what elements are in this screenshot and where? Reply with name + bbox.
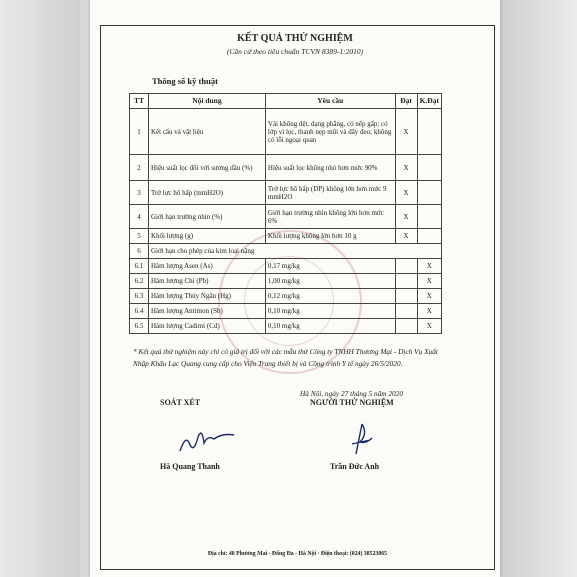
row-tt: 2 [130,155,149,181]
table-row [130,205,442,229]
table-row [130,181,442,205]
results-table [129,93,442,334]
row-tt: 6.1 [130,259,149,274]
row-noi-dung: Hàm lượng Chì (Pb) [148,274,265,289]
row-k-dat: X [417,319,441,334]
reviewer-title: SOÁT XÉT [160,398,201,407]
row-k-dat [417,109,441,155]
row-noi-dung: Khối lượng (g) [148,229,265,244]
row-yeu-cau: Vải không dệt, dạng phẳng, có nếp gấp; có lớp vi lọc, thanh nẹp mũi và dây đeo; không có lỗi ngoại quan [265,109,395,155]
signing-date: Hà Nội, ngày 27 tháng 5 năm 2020 [300,389,403,398]
row-noi-dung: Kết cấu và vật liệu [148,109,265,155]
row-dat: X [395,205,417,229]
row-tt: 6 [130,244,149,259]
row-dat [395,259,417,274]
row-noi-dung: Hiệu suất lọc đối với sương dầu (%) [148,155,265,181]
row-tt: 4 [130,205,149,229]
table-row [130,109,442,155]
tester-signature [348,420,378,456]
row-yeu-cau: 0,17 mg/kg [265,259,395,274]
background-right [487,0,577,577]
header-dat: Đạt [395,94,417,109]
row-noi-dung: Hàm lượng Thủy Ngân (Hg) [148,289,265,304]
row-tt: 6.2 [130,274,149,289]
row-tt: 6.3 [130,289,149,304]
row-yeu-cau: Hiệu suất lọc không nhỏ hơn mức 90% [265,155,395,181]
tester-title: NGƯỜI THỬ NGHIỆM [310,398,394,407]
reviewer-name: Hà Quang Thanh [160,462,220,471]
section-heading: Thông số kỹ thuật [152,76,218,86]
row-k-dat: X [417,259,441,274]
row-dat [395,289,417,304]
row-yeu-cau: 0,10 mg/kg [265,319,395,334]
row-dat: X [395,109,417,155]
reviewer-signature [178,425,238,455]
header-yeu-cau: Yêu cầu [265,94,395,109]
row-k-dat [417,181,441,205]
row-yeu-cau: 0,10 mg/kg [265,304,395,319]
row-k-dat: X [417,289,441,304]
row-noi-dung: Trở lực hô hấp (mmH2O) [148,181,265,205]
table-row [130,244,442,259]
document-subtitle: (Căn cứ theo tiêu chuẩn TCVN 8389-1:2010) [226,47,364,56]
row-dat: X [395,155,417,181]
row-tt: 3 [130,181,149,205]
row-k-dat [417,205,441,229]
row-dat [395,274,417,289]
table-row [130,304,442,319]
row-yeu-cau: 0,12 mg/kg [265,289,395,304]
row-k-dat [417,155,441,181]
row-k-dat: X [417,274,441,289]
row-noi-dung: Giới hạn trường nhìn (%) [148,205,265,229]
row-tt: 6.4 [130,304,149,319]
document-title: KẾT QUẢ THỬ NGHIỆM [237,33,353,44]
table-row [130,259,442,274]
table-row [130,289,442,304]
table-row [130,155,442,181]
row-dat [395,319,417,334]
row-k-dat: X [417,304,441,319]
disclaimer-note: * Kết quả thử nghiệm này chỉ có giá trị đối với các mẫu thử Công ty TNHH Thương Mại - Dịch Vụ Xuất Nhập Khẩu Lạc Quang cung cấp cho Viện Trang thiết bị và Công trình Y tế ngày 26/5/2020. [133,347,438,368]
row-yeu-cau: Trở lực hô hấp (DP) không lớn hơn mức 9 mmH2O [265,181,395,205]
row-noi-dung: Hàm lượng Antimon (Sb) [148,304,265,319]
table-row [130,274,442,289]
header-k-dat: K.Đạt [417,94,441,109]
table-header-row [130,94,442,109]
row-dat [395,304,417,319]
row-yeu-cau: 1,00 mg/kg [265,274,395,289]
footer-address: Địa chỉ: 40 Phương Mai - Đống Đa - Hà Nội · Điện thoại: (024) 38523065 [207,551,388,557]
tester-name: Trần Đức Anh [330,462,380,471]
row-tt: 6.5 [130,319,149,334]
row-noi-dung: Hàm lượng Cadimi (Cd) [148,319,265,334]
header-noi-dung: Nội dung [148,94,265,109]
row-yeu-cau: Khối lượng không lớn hơn 10 g [265,229,395,244]
row-noi-dung: Hàm lượng Asen (As) [148,259,265,274]
row-yeu-cau: Giới hạn trường nhìn không lớn hơn mức 6% [265,205,395,229]
row-dat: X [395,181,417,205]
background-left [0,0,80,577]
header-tt: TT [130,94,149,109]
row-k-dat [417,229,441,244]
table-row [130,229,442,244]
table-row [130,319,442,334]
row-dat: X [395,229,417,244]
row-tt: 1 [130,109,149,155]
row-noi-dung: Giới hạn cho phép của kim loại nặng [148,244,441,259]
row-tt: 5 [130,229,149,244]
